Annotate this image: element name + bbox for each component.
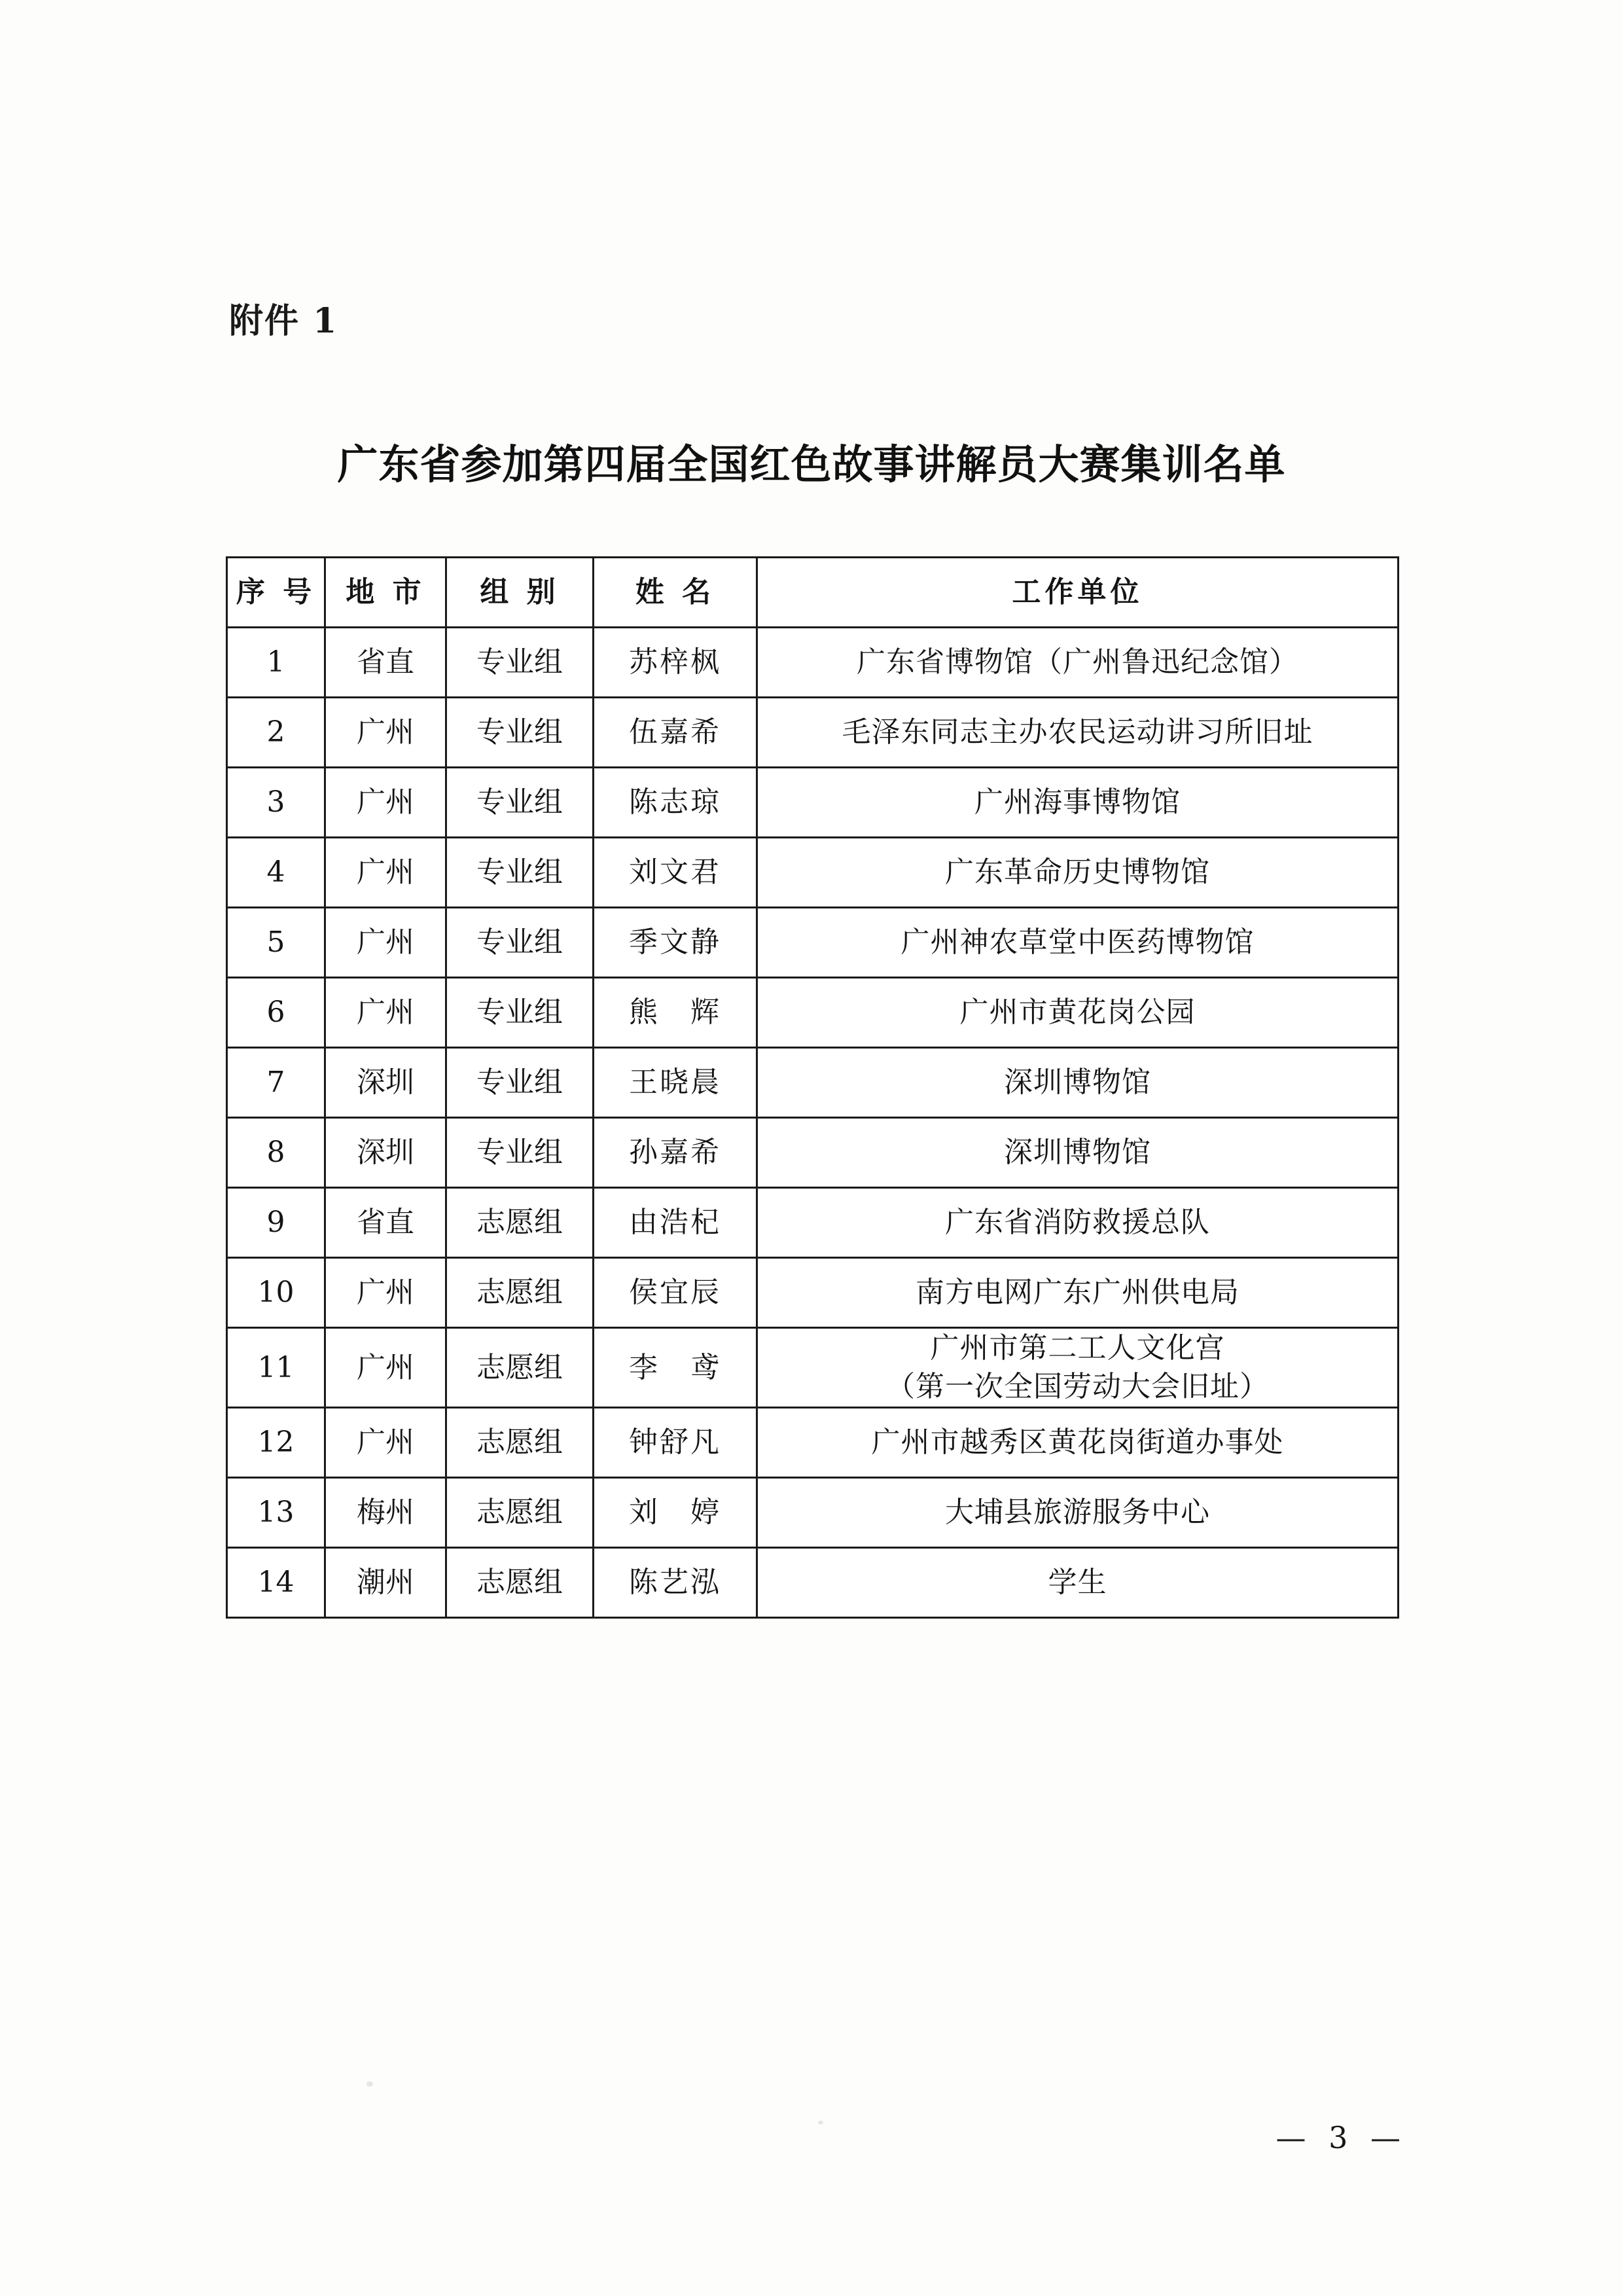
cell-city: 深圳 — [325, 1118, 446, 1188]
table-row — [227, 698, 1399, 768]
cell-name: 伍嘉希 — [594, 698, 757, 768]
column-header-city: 地 市 — [325, 558, 446, 628]
table-row — [227, 1477, 1399, 1547]
cell-name: 钟舒凡 — [594, 1407, 757, 1477]
cell-city: 广州 — [325, 698, 446, 768]
cell-group: 专业组 — [446, 908, 594, 978]
cell-group: 专业组 — [446, 628, 594, 698]
table-row — [227, 1048, 1399, 1118]
roster-table — [226, 556, 1399, 1619]
page-title: 广东省参加第四届全国红色故事讲解员大赛集训名单 — [337, 440, 1286, 488]
column-header-unit: 工作单位 — [757, 558, 1399, 628]
cell-group: 志愿组 — [446, 1477, 594, 1547]
cell-group: 专业组 — [446, 838, 594, 908]
table-row — [227, 908, 1399, 978]
cell-name: 苏梓枫 — [594, 628, 757, 698]
cell-unit: 学生 — [757, 1547, 1399, 1617]
table-row — [227, 1547, 1399, 1617]
cell-no: 4 — [227, 838, 325, 908]
table-row — [227, 768, 1399, 838]
cell-city: 广州 — [325, 768, 446, 838]
cell-no: 10 — [227, 1258, 325, 1328]
cell-unit: 深圳博物馆 — [757, 1048, 1399, 1118]
cell-group: 志愿组 — [446, 1258, 594, 1328]
cell-no: 1 — [227, 628, 325, 698]
cell-unit: 大埔县旅游服务中心 — [757, 1477, 1399, 1547]
cell-name: 李 鸢 — [594, 1328, 757, 1408]
cell-unit: 广州市越秀区黄花岗街道办事处 — [757, 1407, 1399, 1477]
cell-group: 志愿组 — [446, 1407, 594, 1477]
cell-group: 志愿组 — [446, 1328, 594, 1408]
table-row — [227, 1118, 1399, 1188]
cell-name: 陈艺泓 — [594, 1547, 757, 1617]
column-header-no: 序 号 — [227, 558, 325, 628]
column-header-group: 组 别 — [446, 558, 594, 628]
scan-speck — [366, 2081, 373, 2087]
cell-unit-line1: 广州市第二工人文化宫 — [930, 1331, 1225, 1365]
cell-no: 6 — [227, 978, 325, 1048]
cell-unit: 广州神农草堂中医药博物馆 — [757, 908, 1399, 978]
cell-group: 专业组 — [446, 978, 594, 1048]
cell-city: 广州 — [325, 908, 446, 978]
cell-city: 广州 — [325, 1407, 446, 1477]
attachment-label: 附件 1 — [229, 301, 338, 341]
cell-group: 志愿组 — [446, 1547, 594, 1617]
cell-unit — [757, 1328, 1399, 1408]
page-number: — 3 — — [1275, 2120, 1407, 2155]
cell-no: 12 — [227, 1407, 325, 1477]
cell-city: 广州 — [325, 1258, 446, 1328]
cell-no: 2 — [227, 698, 325, 768]
cell-group: 专业组 — [446, 698, 594, 768]
cell-no: 5 — [227, 908, 325, 978]
cell-no: 8 — [227, 1118, 325, 1188]
cell-no: 14 — [227, 1547, 325, 1617]
cell-unit: 广东省消防救援总队 — [757, 1188, 1399, 1258]
cell-name: 由浩杞 — [594, 1188, 757, 1258]
cell-unit: 广东革命历史博物馆 — [757, 838, 1399, 908]
cell-city: 广州 — [325, 838, 446, 908]
cell-city: 梅州 — [325, 1477, 446, 1547]
cell-no: 9 — [227, 1188, 325, 1258]
cell-name: 刘 婷 — [594, 1477, 757, 1547]
cell-unit: 广州海事博物馆 — [757, 768, 1399, 838]
table-row — [227, 1188, 1399, 1258]
cell-name: 孙嘉希 — [594, 1118, 757, 1188]
cell-name: 季文静 — [594, 908, 757, 978]
cell-unit: 广东省博物馆（广州鲁迅纪念馆） — [757, 628, 1399, 698]
cell-unit: 毛泽东同志主办农民运动讲习所旧址 — [757, 698, 1399, 768]
cell-name: 熊 辉 — [594, 978, 757, 1048]
cell-name: 王晓晨 — [594, 1048, 757, 1118]
cell-city: 广州 — [325, 1328, 446, 1408]
cell-city: 深圳 — [325, 1048, 446, 1118]
cell-city: 省直 — [325, 1188, 446, 1258]
cell-unit-line2: （第一次全国劳动大会旧址） — [886, 1370, 1269, 1404]
cell-no: 3 — [227, 768, 325, 838]
cell-no: 11 — [227, 1328, 325, 1408]
cell-city: 广州 — [325, 978, 446, 1048]
cell-name: 侯宜辰 — [594, 1258, 757, 1328]
table-row — [227, 1328, 1399, 1408]
cell-name: 陈志琼 — [594, 768, 757, 838]
cell-group: 志愿组 — [446, 1188, 594, 1258]
table-row — [227, 628, 1399, 698]
cell-group: 专业组 — [446, 1048, 594, 1118]
cell-group: 专业组 — [446, 768, 594, 838]
table-header-row — [227, 558, 1399, 628]
cell-unit: 深圳博物馆 — [757, 1118, 1399, 1188]
cell-city: 潮州 — [325, 1547, 446, 1617]
table-row — [227, 978, 1399, 1048]
table-row — [227, 1258, 1399, 1328]
cell-city: 省直 — [325, 628, 446, 698]
cell-group: 专业组 — [446, 1118, 594, 1188]
cell-unit: 南方电网广东广州供电局 — [757, 1258, 1399, 1328]
cell-name: 刘文君 — [594, 838, 757, 908]
table-row — [227, 838, 1399, 908]
column-header-name: 姓 名 — [594, 558, 757, 628]
cell-no: 7 — [227, 1048, 325, 1118]
table-row — [227, 1407, 1399, 1477]
roster-table-container — [226, 556, 1397, 1619]
cell-no: 13 — [227, 1477, 325, 1547]
cell-unit: 广州市黄花岗公园 — [757, 978, 1399, 1048]
scan-speck — [818, 2121, 823, 2125]
